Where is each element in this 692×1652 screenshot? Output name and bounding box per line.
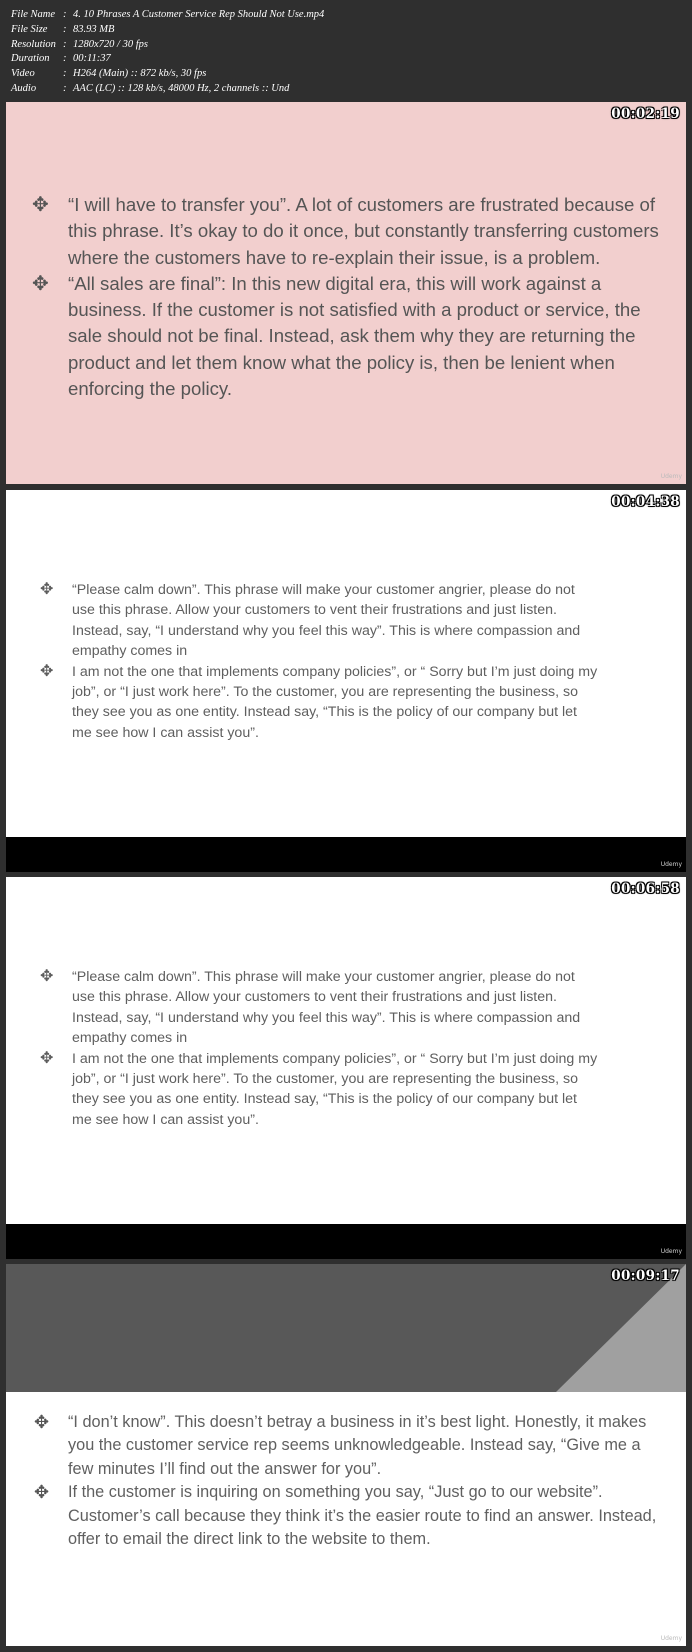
list-item (40, 580, 600, 662)
four-diamond-bullet-icon: ✥ (34, 1482, 50, 1503)
slide-bullet-list (40, 580, 600, 743)
meta-value: 83.93 MB (73, 23, 115, 35)
video-frame-1 (6, 102, 686, 484)
meta-value: 4. 10 Phrases A Customer Service Rep Should Not Use.mp4 (73, 9, 325, 20)
bullet-text: “I will have to transfer you”. A lot of customers are frustrated because of this phrase. It’s okay to do it once, but constantly transferring customers where the customers have to re-explain their issue, is a problem. (68, 194, 659, 268)
meta-value: H264 (Main) :: 872 kb/s, 30 fps (73, 68, 207, 80)
list-item (32, 192, 662, 271)
meta-key: File Name (11, 9, 56, 20)
frame-timestamp: 00:02:19 (611, 106, 680, 122)
meta-value: AAC (LC) :: 128 kb/s, 48000 Hz, 2 channels :: Und (73, 82, 290, 94)
list-item (34, 1481, 664, 1551)
bullet-text: If the customer is inquiring on something you say, “Just go to our website”. Customer’s call because they think it’s the easier route to find an answer. Instead, offer to email the direct link to the website to them. (68, 1483, 657, 1549)
frame-timestamp: 00:04:38 (611, 494, 680, 510)
udemy-logo-watermark: Udemy (660, 1635, 682, 1642)
file-info-panel (0, 0, 692, 100)
meta-key: Video (11, 68, 35, 80)
meta-row-video (11, 67, 692, 82)
four-diamond-bullet-icon: ✥ (40, 968, 54, 985)
four-diamond-bullet-icon: ✥ (32, 194, 49, 216)
four-diamond-bullet-icon: ✥ (40, 581, 54, 598)
bullet-text: “Please calm down”. This phrase will make your customer angrier, please do not use this phrase. Allow your customers to vent their frustrations and just listen. Instead, say, “I understand why you feel this way”. This is where compassion and empathy comes in (72, 969, 581, 1047)
letterbox-bar (6, 837, 686, 872)
frame-timestamp: 00:06:58 (611, 881, 680, 897)
list-item (32, 271, 662, 402)
meta-value: 1280x720 / 30 fps (73, 38, 148, 50)
meta-key: File Size (11, 23, 48, 35)
list-item (40, 967, 600, 1049)
udemy-logo-watermark: Udemy (660, 1248, 682, 1255)
meta-separator: : (63, 82, 67, 94)
meta-separator: : (63, 68, 67, 80)
meta-separator: : (63, 38, 67, 50)
video-frame-4 (6, 1264, 686, 1646)
meta-separator: : (63, 23, 67, 35)
meta-separator: : (63, 53, 67, 65)
slide-header-band (6, 1264, 686, 1392)
list-item (40, 662, 600, 744)
four-diamond-bullet-icon: ✥ (34, 1412, 50, 1432)
bullet-text: “All sales are final”: In this new digital era, this will work against a business. If the customer is not satisfied with a product or service, the sale should not be final. Instead, ask them why they are returning the product and let them know what the policy is, then be lenient when enforcing the policy. (68, 272, 641, 400)
meta-key: Duration (11, 53, 50, 65)
bullet-text: “Please calm down”. This phrase will make your customer angrier, please do not use this phrase. Allow your customers to vent their frustrations and just listen. Instead, say, “I understand why you feel this way”. This is where compassion and empathy comes in (72, 582, 581, 660)
meta-key: Audio (11, 82, 37, 94)
meta-row-duration (11, 52, 692, 67)
slide-bullet-list (32, 192, 662, 402)
bullet-text: I am not the one that implements company policies”, or “ Sorry but I’m just doing my job”, or “I just work here”. To the customer, you are representing the business, so they see you as one entity. Instead say, “This is the policy of our company but let me see how I can assist you”. (72, 663, 598, 741)
video-frame-3 (6, 877, 686, 1259)
meta-row-audio (11, 82, 692, 97)
bullet-text: “I don’t know”. This doesn’t betray a business in it’s best light. Honestly, it makes you the customer service rep seems unknowledgeable. Instead say, “Give me a few minutes I’ll find out the answer for you”. (68, 1413, 647, 1478)
video-frame-2 (6, 490, 686, 872)
udemy-logo-watermark: Udemy (660, 473, 682, 480)
meta-separator: : (63, 9, 67, 20)
slide-bullet-list (40, 967, 600, 1130)
four-diamond-bullet-icon: ✥ (32, 272, 49, 295)
slide-bullet-list (34, 1411, 664, 1551)
list-item (34, 1411, 664, 1481)
four-diamond-bullet-icon: ✥ (40, 662, 54, 680)
meta-row-file-name (11, 8, 692, 23)
meta-row-resolution (11, 38, 692, 53)
meta-value: 00:11:37 (73, 53, 111, 65)
bullet-text: I am not the one that implements company policies”, or “ Sorry but I’m just doing my job”, or “I just work here”. To the customer, you are representing the business, so they see you as one entity. Instead say, “This is the policy of our company but let me see how I can assist you”. (72, 1050, 598, 1128)
list-item (40, 1049, 600, 1131)
meta-row-file-size (11, 23, 692, 38)
udemy-logo-watermark: Udemy (660, 861, 682, 868)
frame-timestamp: 00:09:17 (611, 1268, 680, 1284)
four-diamond-bullet-icon: ✥ (40, 1049, 54, 1067)
meta-key: Resolution (11, 38, 56, 50)
letterbox-bar (6, 1224, 686, 1259)
